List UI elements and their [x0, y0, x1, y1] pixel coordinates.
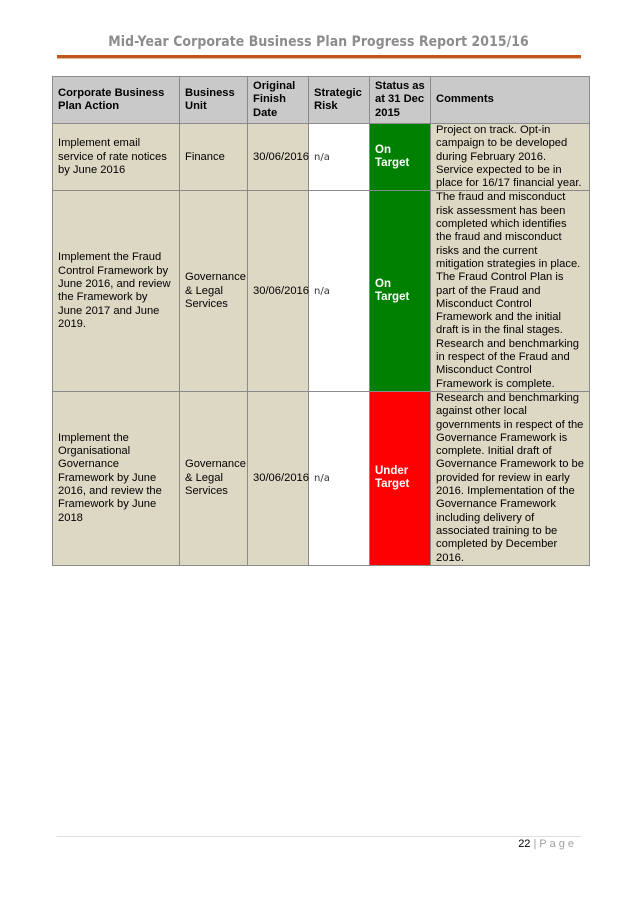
cell-strategic-risk: n/a: [309, 191, 370, 391]
cell-comments: Research and benchmarking against other local governments in respect of the Governance Framework is complete. Initial draft of Governance Framework to be provided for review in early 2016. Implementation of the Governance Framework including delivery of associated training to be completed by December 2016.: [431, 391, 590, 565]
footer-rule: [57, 836, 581, 837]
cell-action: Implement the Fraud Control Framework by June 2016, and review the Framework by June 2017 and June 2019.: [53, 191, 180, 391]
column-header-status: Status as at 31 Dec 2015: [370, 77, 431, 124]
cell-unit: Finance: [180, 124, 248, 191]
column-header-action: Corporate Business Plan Action: [53, 77, 180, 124]
page-separator: |: [533, 838, 537, 850]
cell-action: Implement the Organisational Governance Framework by June 2016, and review the Framework by June 2018: [53, 391, 180, 565]
cell-status: On Target: [370, 124, 431, 191]
header-rule-shadow: [57, 58, 581, 59]
cell-status: On Target: [370, 191, 431, 391]
page-number-footer: [518, 838, 577, 850]
table-header-row: [53, 77, 590, 124]
cell-finish-date: 30/06/2016: [248, 191, 309, 391]
cell-strategic-risk: n/a: [309, 391, 370, 565]
cell-unit: Governance & Legal Services: [180, 191, 248, 391]
column-header-finish-date: Original Finish Date: [248, 77, 309, 124]
table-row: [53, 191, 590, 391]
column-header-strategic-risk: Strategic Risk: [309, 77, 370, 124]
table-row: [53, 124, 590, 191]
page-word: Page: [539, 838, 577, 850]
cell-unit: Governance & Legal Services: [180, 391, 248, 565]
column-header-unit: Business Unit: [180, 77, 248, 124]
cell-status: Under Target: [370, 391, 431, 565]
cell-comments: The fraud and misconduct risk assessment has been completed which identifies the fraud and misconduct risks and the current mitigation strategies in place. The Fraud Control Plan is part of the Fraud and Misconduct Control Framework and the initial draft is in the final stages. Research and benchmarking in respect of the Fraud and Misconduct Control Framework is complete.: [431, 191, 590, 391]
table-row: [53, 391, 590, 565]
page-number: 22: [518, 838, 531, 850]
cell-finish-date: 30/06/2016: [248, 391, 309, 565]
cell-comments: Project on track. Opt-in campaign to be developed during February 2016. Service expected to be in place for 16/17 financial year.: [431, 124, 590, 191]
cell-strategic-risk: n/a: [309, 124, 370, 191]
progress-table: [52, 76, 590, 566]
page-header-title: Mid-Year Corporate Business Plan Progress Report 2015/16: [108, 34, 529, 50]
cell-action: Implement email service of rate notices by June 2016: [53, 124, 180, 191]
column-header-comments: Comments: [431, 77, 590, 124]
cell-finish-date: 30/06/2016: [248, 124, 309, 191]
